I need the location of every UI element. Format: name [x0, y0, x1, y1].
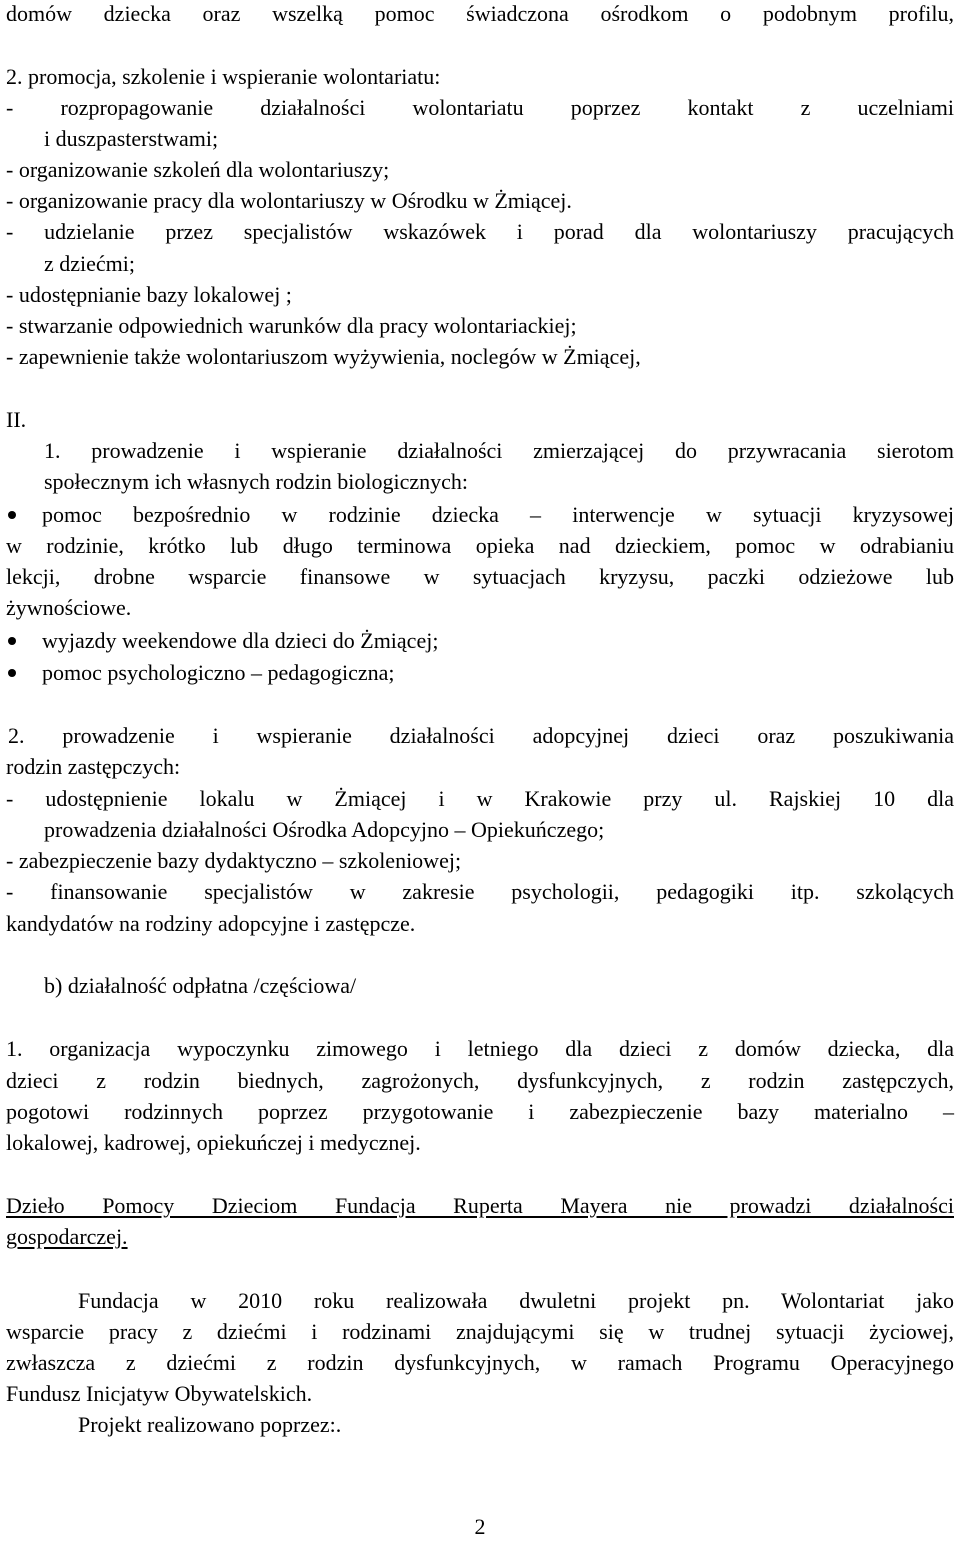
section-number: II.: [6, 407, 27, 432]
text-line: domów dziecka oraz wszelką pomoc świadczona ośrodkom o podobnym profilu,: [6, 1, 954, 26]
text-line: kandydatów na rodziny adopcyjne i zastępcze.: [6, 911, 416, 936]
text-line: Fundacja w 2010 roku realizowała dwuletni projekt pn. Wolontariat jako: [78, 1288, 954, 1313]
text-line: i duszpasterstwami;: [44, 126, 219, 151]
text-line: Projekt realizowano poprzez:.: [78, 1412, 342, 1437]
text-line: - udostępnianie bazy lokalowej ;: [6, 282, 292, 307]
text-line: Fundusz Inicjatyw Obywatelskich.: [6, 1381, 313, 1406]
text-line: 1. prowadzenie i wspieranie działalności zmierzającej do przywracania sierotom: [44, 438, 954, 463]
text-line: rodzin zastępczych:: [6, 754, 181, 779]
text-line: dzieci z rodzin biednych, zagrożonych, dysfunkcyjnych, z rodzin zastępczych,: [6, 1068, 954, 1093]
text-line: - organizowanie szkoleń dla wolontariuszy;: [6, 157, 390, 182]
text-line: 2. prowadzenie i wspieranie działalności adopcyjnej dzieci oraz poszukiwania: [8, 723, 954, 748]
text-line: 1. organizacja wypoczynku zimowego i letniego dla dzieci z domów dziecka, dla: [6, 1036, 954, 1061]
text-line: - zapewnienie także wolontariuszom wyżywienia, noclegów w Żmiącej,: [6, 344, 641, 369]
bullet-text: pomoc psychologiczno – pedagogiczna;: [42, 660, 395, 685]
page-number: 2: [474, 1514, 486, 1539]
bullet-item: [0, 625, 954, 656]
bullet-text: wyjazdy weekendowe dla dzieci do Żmiącej;: [42, 628, 439, 653]
text-line: wsparcie pracy z dziećmi i rodzinami znajdującymi się w trudnej sytuacji życiowej,: [6, 1319, 954, 1344]
text-line: społecznym ich własnych rodzin biologicznych:: [44, 469, 468, 494]
text-line: pogotowi rodzinnych poprzez przygotowanie i zabezpieczenie bazy materialno –: [6, 1099, 954, 1124]
bullet-item: [0, 657, 954, 688]
text-line: - rozpropagowanie działalności wolontariatu poprzez kontakt z uczelniami: [6, 95, 954, 120]
text-line: w rodzinie, krótko lub długo terminowa opieka nad dzieckiem, pomoc w odrabianiu: [6, 533, 954, 558]
text-line: - udostępnienie lokalu w Żmiącej i w Krakowie przy ul. Rajskiej 10 dla: [6, 786, 954, 811]
statement-line: Dzieło Pomocy Dzieciom Fundacja Ruperta Mayera nie prowadzi działalności: [6, 1193, 954, 1218]
text-line: - finansowanie specjalistów w zakresie psychologii, pedagogiki itp. szkolących: [6, 879, 954, 904]
bullet-icon: [8, 637, 16, 645]
bullet-icon: [8, 511, 16, 519]
bullet-icon: [8, 669, 16, 677]
list-heading: 2. promocja, szkolenie i wspieranie wolontariatu:: [6, 64, 441, 89]
bullet-text: pomoc bezpośrednio w rodzinie dziecka – interwencje w sytuacji kryzysowej: [42, 502, 954, 527]
statement-line: gospodarczej.: [6, 1224, 128, 1249]
text-line: z dziećmi;: [44, 251, 136, 276]
section-heading: b) działalność odpłatna /częściowa/: [44, 973, 357, 998]
text-line: lokalowej, kadrowej, opiekuńczej i medycznej.: [6, 1130, 421, 1155]
text-line: zwłaszcza z dziećmi z rodzin dysfunkcyjnych, w ramach Programu Operacyjnego: [6, 1350, 954, 1375]
text-line: - zabezpieczenie bazy dydaktyczno – szkoleniowej;: [6, 848, 462, 873]
text-line: lekcji, drobne wsparcie finansowe w sytuacjach kryzysu, paczki odzieżowe lub: [6, 564, 954, 589]
text-line: - stwarzanie odpowiednich warunków dla pracy wolontariackiej;: [6, 313, 577, 338]
text-line: - udzielanie przez specjalistów wskazówek i porad dla wolontariuszy pracujących: [6, 219, 954, 244]
text-line: prowadzenia działalności Ośrodka Adopcyjno – Opiekuńczego;: [44, 817, 605, 842]
text-line: - organizowanie pracy dla wolontariuszy w Ośrodku w Żmiącej.: [6, 188, 572, 213]
text-line: żywnościowe.: [6, 595, 132, 620]
bullet-item: [0, 499, 954, 530]
